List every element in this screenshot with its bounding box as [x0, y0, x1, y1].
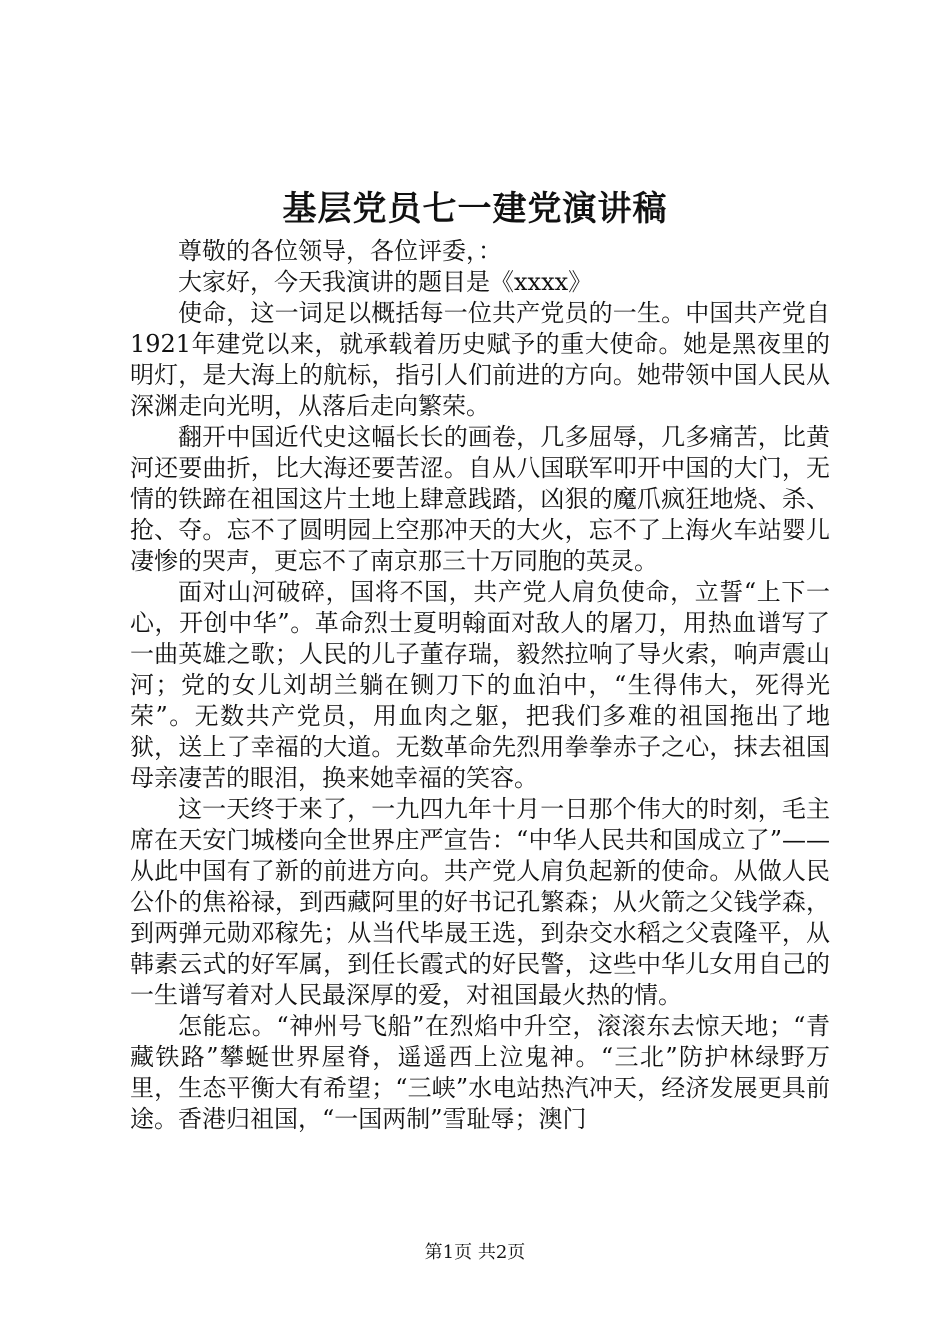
body-paragraph: 翻开中国近代史这幅长长的画卷，几多屈辱，几多痛苦，比黄河还要曲折，比大海还要苦涩。自从八国联军叩开中国的大门，无情的铁蹄在祖国这片土地上肆意践踏，凶狠的魔爪疯狂地烧、杀、抢、夺。忘不了圆明园上空那冲天的大火，忘不了上海火车站婴儿凄惨的哭声，更忘不了南京那三十万同胞的英灵。 [130, 423, 830, 575]
page-number-footer: 第1页 共2页 [424, 1242, 526, 1263]
document-body [130, 236, 830, 1135]
body-paragraph: 面对山河破碎，国将不国，共产党人肩负使命，立誓“上下一心，开创中华”。革命烈士夏明翰面对敌人的屠刀，用热血谱写了一曲英雄之歌；人民的儿子董存瑞，毅然拉响了导火索，响声震山河；党的女儿刘胡兰躺在铡刀下的血泊中，“生得伟大，死得光荣”。无数共产党员，用血肉之躯，把我们多难的祖国拖出了地狱，送上了幸福的大道。无数革命先烈用拳拳赤子之心，抹去祖国母亲凄苦的眼泪，换来她幸福的笑容。 [130, 578, 830, 792]
body-paragraph: 使命，这一词足以概括每一位共产党员的一生。中国共产党自1921年建党以来，就承载着历史赋予的重大使命。她是黑夜里的明灯，是大海上的航标，指引人们前进的方向。她带领中国人民从深渊走向光明，从落后走向繁荣。 [130, 299, 830, 420]
body-paragraph: 这一天终于来了，一九四九年十月一日那个伟大的时刻，毛主席在天安门城楼向全世界庄严宣告：“中华人民共和国成立了”——从此中国有了新的前进方向。共产党人肩负起新的使命。从做人民公仆的焦裕禄，到西藏阿里的好书记孔繁森；从火箭之父钱学森，到两弹元勋邓稼先；从当代毕晟王选，到杂交水稻之父袁隆平，从韩素云式的好军属，到任长霞式的好民警，这些中华儿女用自己的一生谱写着对人民最深厚的爱，对祖国最火热的情。 [130, 795, 830, 1009]
salutation-paragraph: 尊敬的各位领导，各位评委，： [178, 237, 502, 265]
greeting-paragraph: 大家好，今天我演讲的题目是《xxxx》 [178, 268, 593, 296]
body-paragraph: 怎能忘。“神州号飞船”在烈焰中升空，滚滚东去惊天地；“青藏铁路”攀蜒世界屋脊，遥遥西上泣鬼神。“三北”防护林绿野万里，生态平衡大有希望；“三峡”水电站热汽冲天，经济发展更具前途。香港归祖国，“一国两制”雪耻辱；澳门 [130, 1012, 830, 1133]
document-title: 基层党员七一建党演讲稿 [282, 189, 668, 229]
